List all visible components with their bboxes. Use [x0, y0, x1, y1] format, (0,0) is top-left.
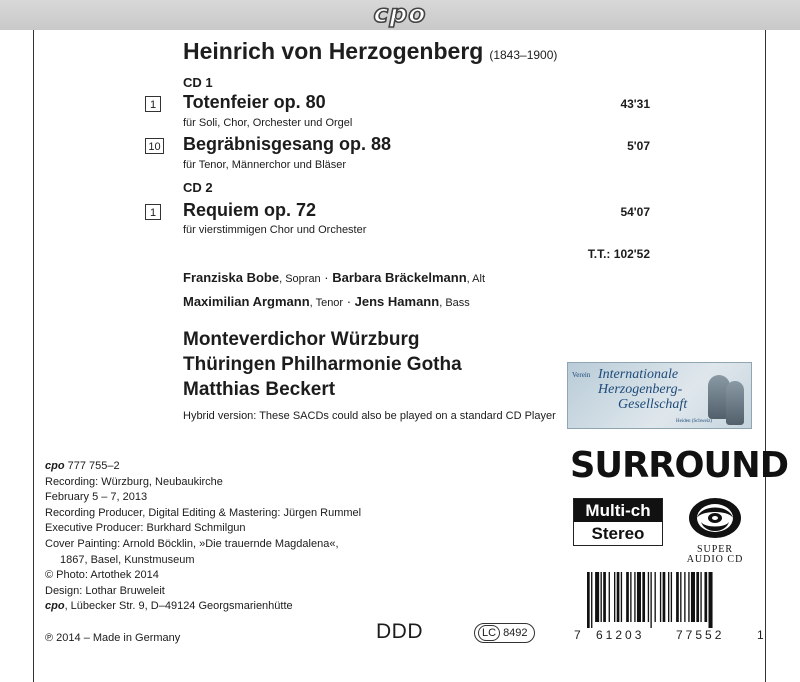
barcode-bar: [663, 572, 666, 622]
composer-heading: [183, 38, 557, 65]
barcode-bar: [655, 572, 656, 622]
credit-line: Design: Lothar Bruweleit: [45, 584, 165, 597]
hybrid-note: Hybrid version: These SACDs could also be played on a standard CD Player: [183, 410, 556, 422]
society-name: [598, 367, 687, 412]
barcode-bar: [688, 572, 689, 622]
surround-badge: SURROUND: [570, 445, 789, 486]
track-number-box: 1: [145, 204, 161, 220]
composer-name: Heinrich von Herzogenberg: [183, 38, 484, 64]
work-duration: 5'07: [627, 139, 650, 153]
portrait-icon: [726, 381, 744, 425]
barcode-bar: [587, 572, 590, 628]
barcode-bar: [621, 572, 622, 622]
composer-years: (1843–1900): [489, 48, 558, 62]
credit-line: Cover Painting: Arnold Böcklin, »Die trauernde Magdalena«,: [45, 537, 339, 550]
barcode-bar: [642, 572, 645, 622]
copyright-line: ℗ 2014 – Made in Germany: [45, 632, 181, 644]
separator: ·: [343, 294, 355, 309]
barcode-bar: [671, 572, 672, 622]
barcode-bar: [630, 572, 631, 622]
multich-label: Multi-ch: [574, 499, 662, 522]
barcode-bar: [617, 572, 620, 622]
society-logo: [567, 362, 752, 429]
credit-line: Recording: Würzburg, Neubaukirche: [45, 475, 223, 488]
stereo-label: Stereo: [591, 524, 645, 543]
society-line-3: Gesellschaft: [618, 397, 688, 412]
barcode-bar: [591, 572, 592, 628]
barcode-bar: [626, 572, 629, 622]
credit-line: February 5 – 7, 2013: [45, 491, 148, 504]
barcode-bar: [595, 572, 599, 622]
lc-label: LC: [478, 625, 500, 641]
address-line: [45, 599, 361, 615]
barcode-bar: [637, 572, 641, 622]
barcode-bar: [676, 572, 679, 622]
soloist-name: Jens Hamann: [354, 294, 440, 309]
barcode-last-digit: 1: [757, 628, 764, 642]
separator: ·: [320, 270, 333, 285]
society-place: Heiden (Schweiz): [676, 419, 712, 424]
sacd-logo: [680, 496, 750, 566]
barcode-first-digit: 7: [574, 628, 581, 642]
barcode-bar: [601, 572, 602, 622]
cd2-label: CD 2: [183, 180, 213, 195]
credit-line: © Photo: Artothek 2014: [45, 569, 159, 582]
sacd-super-label: SUPER: [696, 544, 734, 555]
society-verein: Verein: [572, 371, 591, 379]
barcode-bar: [709, 572, 713, 628]
label-code-badge: [474, 623, 535, 643]
barcode-bar: [684, 572, 685, 622]
sacd-disc-icon: [687, 496, 743, 540]
soloists-line-1: [183, 270, 485, 285]
barcode-bar: [691, 572, 695, 622]
work-duration: 54'07: [620, 205, 650, 219]
multichannel-stereo-badge: [573, 498, 663, 546]
barcode-bar: [680, 572, 681, 622]
credit-line: Recording Producer, Digital Editing & Mastering: Jürgen Rummel: [45, 506, 362, 519]
total-time: T.T.: 102'52: [587, 247, 650, 261]
barcode-bar: [668, 572, 669, 622]
barcode-bar: [650, 572, 651, 628]
work-description: für vierstimmigen Chor und Orchester: [183, 224, 367, 236]
barcode-bar: [660, 572, 661, 622]
society-line-2: Herzogenberg-: [598, 382, 683, 397]
barcode-bar: [648, 572, 649, 622]
ensemble-orchestra: Thüringen Philharmonie Gotha: [183, 354, 462, 375]
barcode-bar: [603, 572, 606, 622]
credit-line: Executive Producer: Burkhard Schmilgun: [45, 522, 246, 535]
soloist-name: Franziska Bobe: [183, 270, 280, 285]
soloist-name: Maximilian Argmann: [183, 294, 310, 309]
cpo-inline-logo: cpo: [45, 600, 65, 613]
barcode-bar: [609, 572, 610, 622]
track-number-box: 10: [145, 138, 164, 154]
soloists-line-2: [183, 294, 470, 309]
work-description: für Tenor, Männerchor und Bläser: [183, 159, 347, 171]
track-number-box: 1: [145, 96, 161, 112]
work-title: Requiem op. 72: [183, 200, 317, 220]
work-title: Totenfeier op. 80: [183, 92, 326, 112]
work-duration: 43'31: [620, 97, 650, 111]
cpo-logo: cpo: [373, 0, 427, 28]
credit-line: 1867, Basel, Kunstmuseum: [60, 553, 195, 566]
cpo-inline-logo: cpo: [45, 460, 65, 472]
barcode-group-2: 77552: [676, 628, 725, 642]
barcode-bar: [696, 572, 699, 622]
credits-block: [45, 459, 361, 615]
soloist-voice: , Alt: [466, 273, 485, 285]
lc-number: 8492: [503, 627, 528, 639]
barcode-bar: [634, 572, 635, 622]
catalog-number: 777 755–2: [64, 460, 120, 472]
cd1-label: CD 1: [183, 75, 213, 90]
ddd-code: DDD: [376, 620, 423, 643]
barcode-group-1: 61203: [596, 628, 645, 642]
conductor: Matthias Beckert: [183, 379, 336, 400]
sacd-audio-cd-label: AUDIO CD: [686, 554, 744, 565]
work-title: Begräbnisgesang op. 88: [183, 134, 392, 154]
soloist-name: Barbara Bräckelmann: [332, 270, 467, 285]
society-line-1: Internationale: [598, 367, 679, 382]
work-description: für Soli, Chor, Orchester und Orgel: [183, 117, 353, 129]
barcode-bar: [704, 572, 707, 622]
soloist-voice: , Tenor: [309, 297, 344, 309]
catalog-line: [45, 459, 361, 475]
barcode-bar: [700, 572, 701, 622]
soloist-voice: , Sopran: [279, 273, 321, 285]
address-text: , Lübecker Str. 9, D–49124 Georgsmarienhütte: [64, 600, 293, 613]
soloist-voice: , Bass: [439, 297, 470, 309]
ensemble-choir: Monteverdichor Würzburg: [183, 329, 420, 350]
barcode-icon: [585, 572, 750, 628]
barcode-bar: [614, 572, 615, 622]
